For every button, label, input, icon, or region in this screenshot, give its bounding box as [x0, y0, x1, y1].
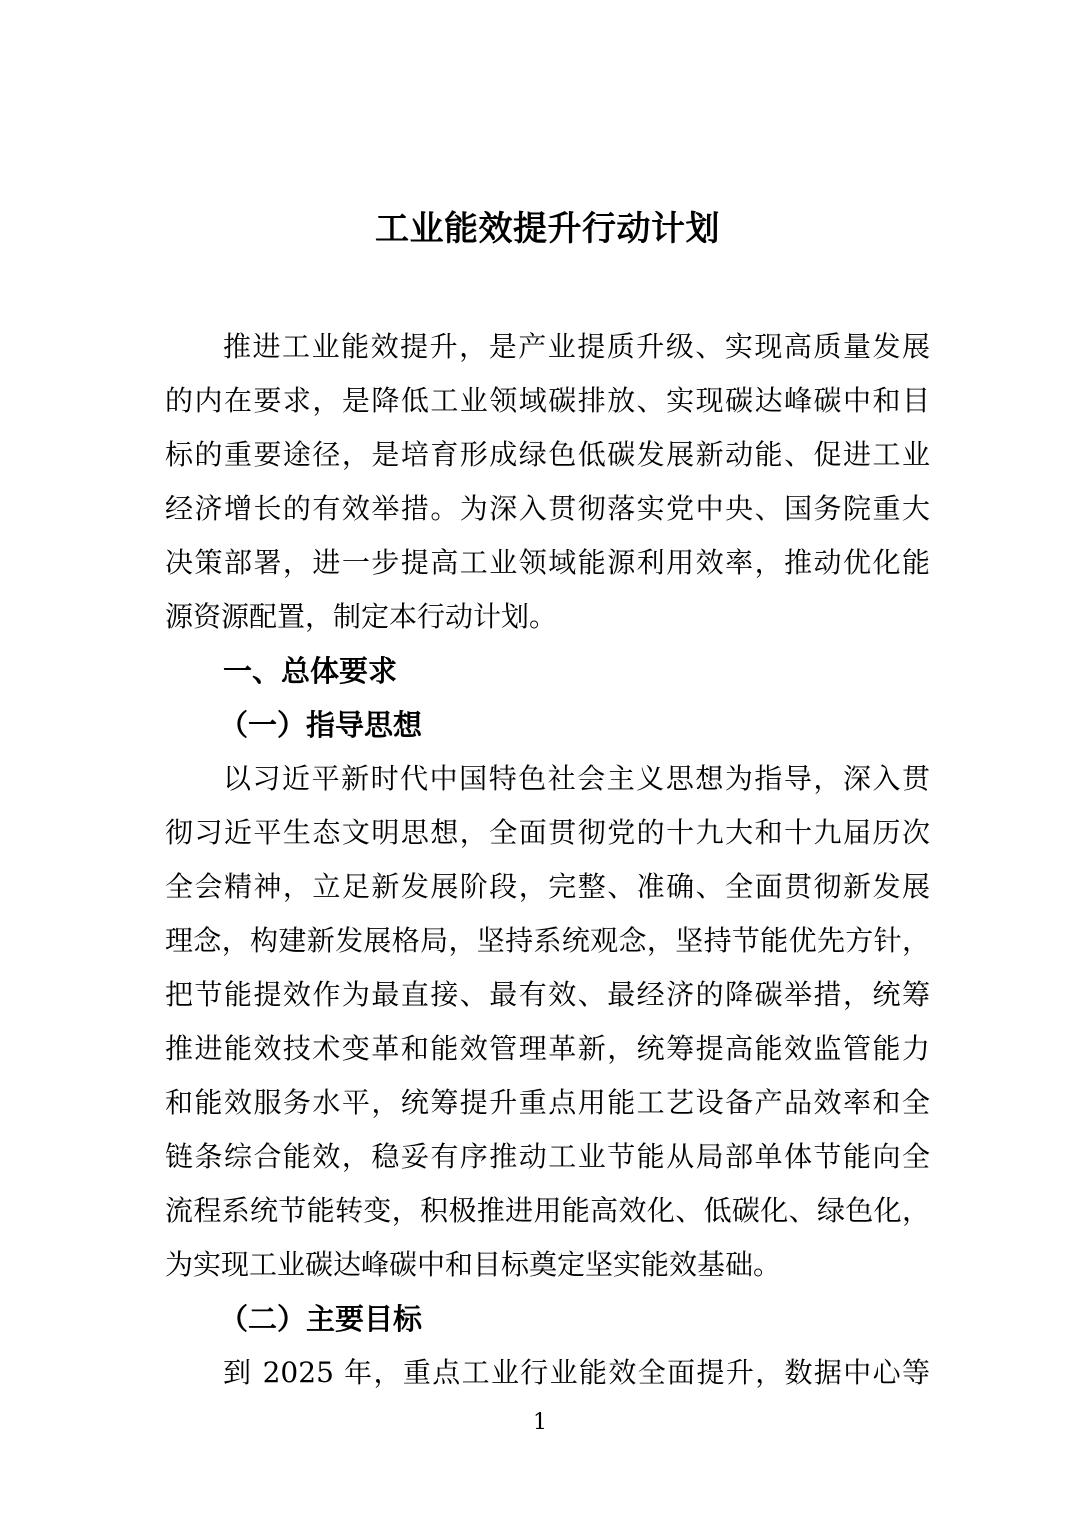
subsection-heading-guiding-ideology: （一）指导思想 [219, 708, 423, 742]
text-line: 推进工业能效提升，是产业提质升级、实现高质量发展 [223, 330, 930, 363]
section-heading-overall-requirements: 一、总体要求 [223, 654, 398, 688]
text-line: 决策部署，进一步提高工业领域能源利用效率，推动优化能 [165, 546, 930, 579]
page-number: 1 [533, 1410, 547, 1435]
text-line: 的内在要求，是降低工业领域碳排放、实现碳达峰碳中和目 [165, 384, 930, 417]
text-line: 彻习近平生态文明思想，全面贯彻党的十九大和十九届历次 [165, 816, 930, 849]
document-title: 工业能效提升行动计划 [375, 209, 720, 249]
text-line: 和能效服务水平，统筹提升重点用能工艺设备产品效率和全 [165, 1086, 930, 1119]
text-line: 标的重要途径，是培育形成绿色低碳发展新动能、促进工业 [165, 438, 930, 471]
text-line: 把节能提效作为最直接、最有效、最经济的降碳举措，统筹 [165, 978, 930, 1011]
text-line: 源资源配置，制定本行动计划。 [165, 600, 558, 633]
text-line: 以习近平新时代中国特色社会主义思想为指导，深入贯 [223, 762, 930, 795]
paragraph-intro [165, 320, 930, 644]
text-line: 理念，构建新发展格局，坚持系统观念，坚持节能优先方针， [165, 924, 930, 957]
text-line: 经济增长的有效举措。为深入贯彻落实党中央、国务院重大 [165, 492, 930, 525]
text-line: 为实现工业碳达峰碳中和目标奠定坚实能效基础。 [165, 1248, 782, 1281]
text-line: 到 2025 年，重点工业行业能效全面提升，数据中心等 [223, 1356, 930, 1389]
text-line: 链条综合能效，稳妥有序推动工业节能从局部单体节能向全 [165, 1140, 930, 1173]
subsection-heading-main-goals: （二）主要目标 [219, 1302, 423, 1336]
text-line: 流程系统节能转变，积极推进用能高效化、低碳化、绿色化， [165, 1194, 930, 1227]
text-line: 全会精神，立足新发展阶段，完整、准确、全面贯彻新发展 [165, 870, 930, 903]
paragraph-guiding-ideology [165, 752, 930, 1292]
paragraph-main-goals [165, 1346, 930, 1400]
text-line: 推进能效技术变革和能效管理革新，统筹提高能效监管能力 [165, 1032, 930, 1065]
